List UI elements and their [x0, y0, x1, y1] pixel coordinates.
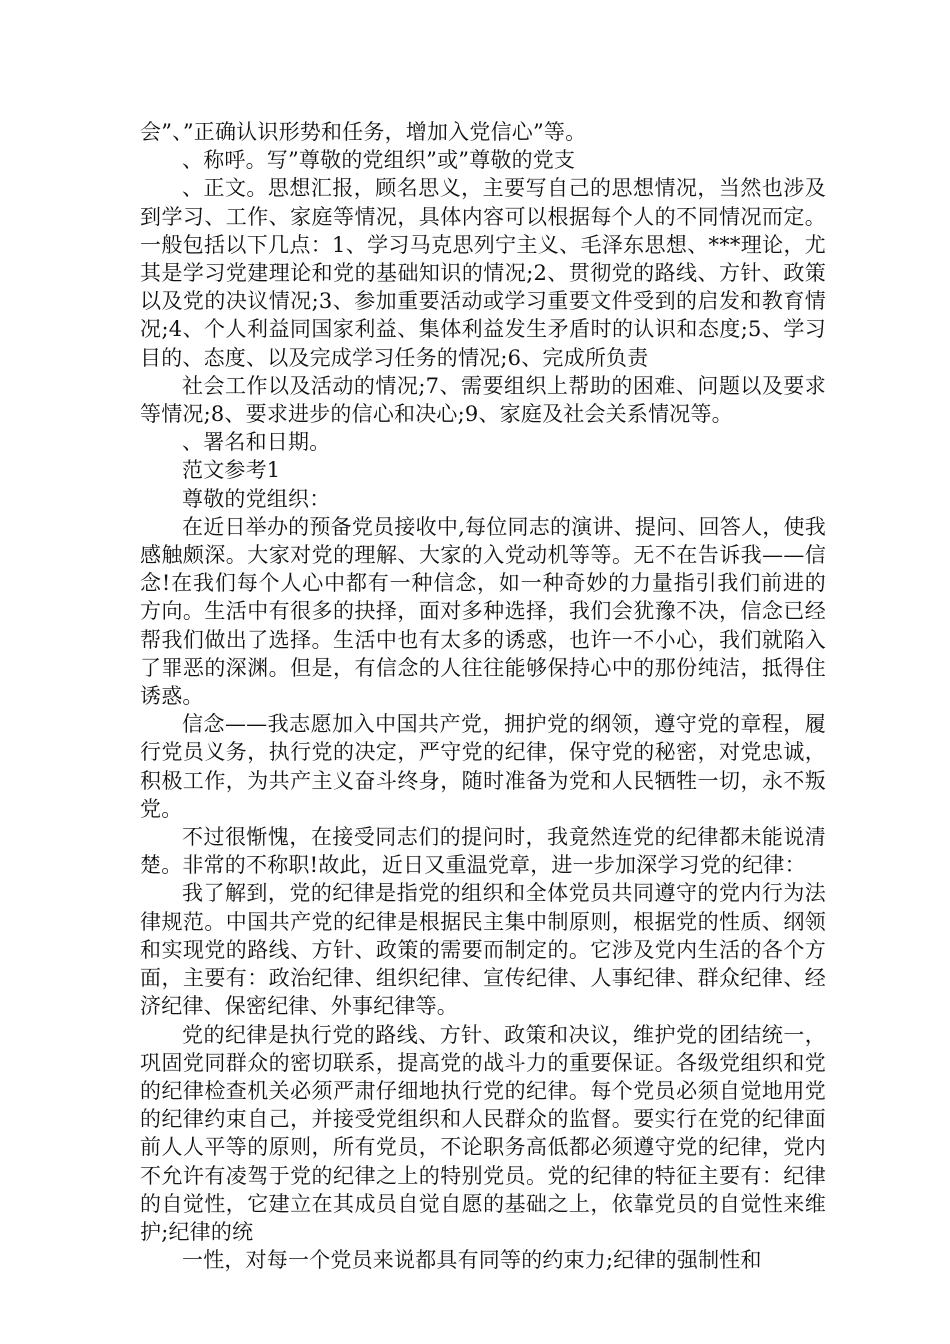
- paragraph: 社会工作以及活动的情况;7、需要组织上帮助的困难、问题以及要求等情况;8、要求进步的信心和决心;9、家庭及社会关系情况等。: [140, 373, 826, 427]
- paragraph: 我了解到，党的纪律是指党的组织和全体党员共同遵守的党内行为法律规范。中国共产党的纪律是根据民主集中制原则，根据党的性质、纲领和实现党的路线、方针、政策的需要而制定的。它涉及党内生活的各个方面，主要有：政治纪律、组织纪律、宣传纪律、人事纪律、群众纪律、经济纪律、保密纪律、外事纪律等。: [140, 881, 826, 1019]
- paragraph: 党的纪律是执行党的路线、方针、政策和决议，维护党的团结统一，巩固党同群众的密切联系，提高党的战斗力的重要保证。各级党组织和党的纪律检查机关必须严肃仔细地执行党的纪律。每个党员必须自觉地用党的纪律约束自己，并接受党组织和人民群众的监督。要实行在党的纪律面前人人平等的原则，所有党员，不论职务高低都必须遵守党的纪律，党内不允许有凌驾于党的纪律之上的特别党员。党的纪律的特征主要有：纪律的自觉性，它建立在其成员自觉自愿的基础之上，依靠党员的自觉性来维护;纪律的统: [140, 1022, 826, 1244]
- section-heading: 范文参考1: [182, 458, 281, 483]
- document-body: [140, 118, 826, 1274]
- paragraph: 、称呼。写”尊敬的党组织”或”尊敬的党支: [182, 148, 576, 173]
- salutation: 尊敬的党组织：: [182, 486, 331, 511]
- paragraph: 会”、”正确认识形势和任务，增加入党信心”等。: [140, 120, 587, 144]
- paragraph: 一性，对每一个党员来说都具有同等的约束力;纪律的强制性和: [182, 1248, 762, 1273]
- paragraph: 在近日举办的预备党员接收中,每位同志的演讲、提问、回答人，使我感触颇深。大家对党的理解、大家的入党动机等等。无不在告诉我——信念!在我们每个人心中都有一种信念，如一种奇妙的力量指引我们前进的方向。生活中有很多的抉择，面对多种选择，我们会犹豫不决，信念已经帮我们做出了选择。生活中也有太多的诱惑，也许一不小心，我们就陷入了罪恶的深渊。但是，有信念的人往往能够保持心中的那份纯洁，抵得住诱惑。: [140, 514, 826, 709]
- paragraph: 、正文。思想汇报，顾名思义，主要写自己的思想情况，当然也涉及到学习、工作、家庭等情况，具体内容可以根据每个人的不同情况而定。一般包括以下几点：1、学习马克思列宁主义、毛泽东思想、***理论，尤其是学习党建理论和党的基础知识的情况;2、贯彻党的路线、方针、政策以及党的决议情况;3、参加重要活动或学习重要文件受到的启发和教育情况;4、个人利益同国家利益、集体利益发生矛盾时的认识和态度;5、学习目的、态度、以及完成学习任务的情况;6、完成所负责: [140, 176, 826, 370]
- paragraph: 、署名和日期。: [182, 430, 331, 455]
- paragraph: 信念——我志愿加入中国共产党，拥护党的纲领，遵守党的章程，履行党员义务，执行党的决定，严守党的纪律，保守党的秘密，对党忠诚，积极工作，为共产主义奋斗终身，随时准备为党和人民牺牲一切，永不叛党。: [140, 712, 826, 821]
- paragraph: 不过很惭愧，在接受同志们的提问时，我竟然连党的纪律都未能说清楚。非常的不称职!故此，近日又重温党章，进一步加深学习党的纪律：: [140, 825, 826, 878]
